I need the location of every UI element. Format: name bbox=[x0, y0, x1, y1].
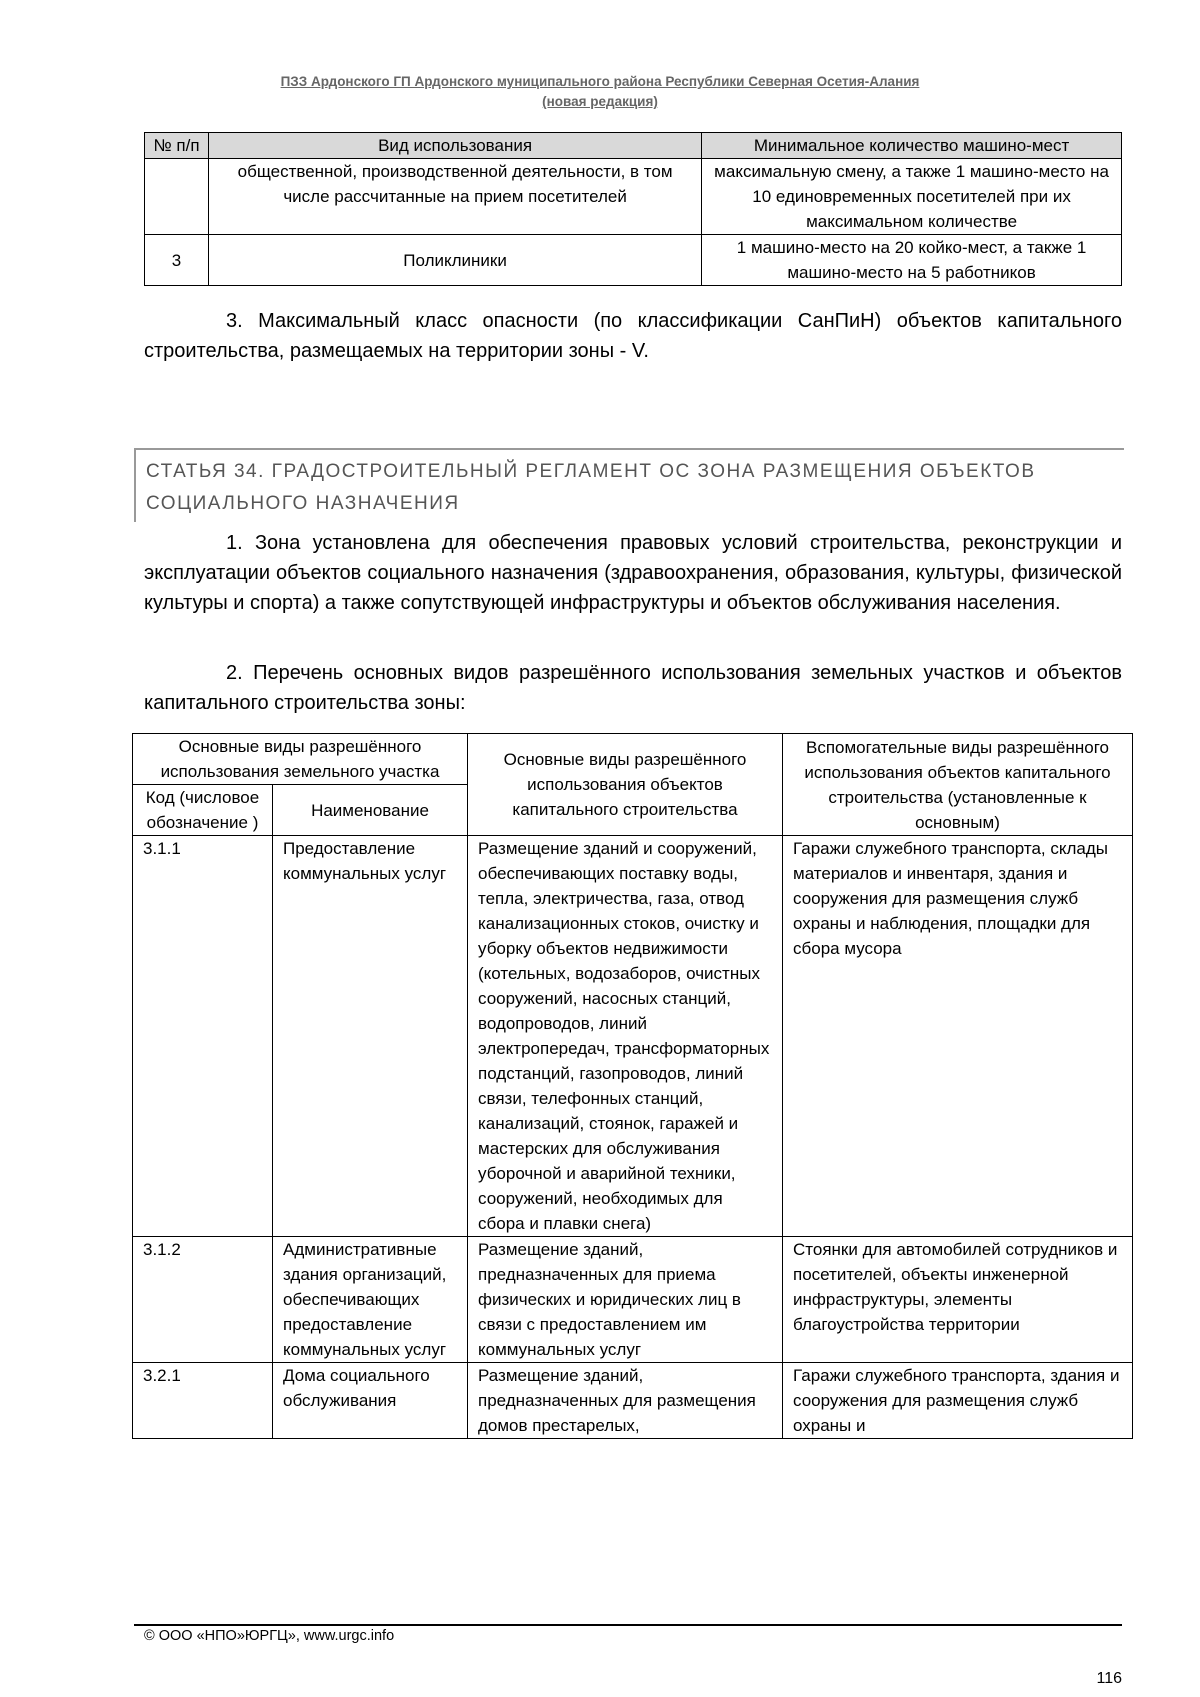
code-cell: 3.1.2 bbox=[133, 1237, 273, 1363]
main-use-cell: Размещение зданий, предназначенных для размещения домов престарелых, bbox=[468, 1363, 783, 1439]
column-header-code: Код (числовое обозначение ) bbox=[133, 785, 273, 836]
footer-divider bbox=[134, 1624, 1122, 1626]
auxiliary-use-cell: Гаражи служебного транспорта, склады материалов и инвентаря, здания и сооружения для размещения служб охраны и наблюдения, площадки для сбора мусора bbox=[783, 836, 1133, 1237]
column-header-number: № п/п bbox=[145, 133, 209, 159]
article-heading bbox=[134, 448, 1124, 522]
auxiliary-use-cell: Гаражи служебного транспорта, здания и сооружения для размещения служб охраны и bbox=[783, 1363, 1133, 1439]
column-header-parking: Минимальное количество машино-мест bbox=[702, 133, 1122, 159]
table-cell: общественной, производственной деятельности, в том числе рассчитанные на прием посетителей bbox=[209, 159, 702, 235]
table-cell: 3 bbox=[145, 235, 209, 286]
column-header-main-uses: Основные виды разрешённого использования объектов капитального строительства bbox=[468, 734, 783, 836]
table-cell bbox=[145, 159, 209, 235]
table-row bbox=[133, 1363, 1133, 1439]
table-header-row bbox=[145, 133, 1122, 159]
auxiliary-use-cell: Стоянки для автомобилей сотрудников и посетителей, объекты инженерной инфраструктуры, элементы благоустройства территории bbox=[783, 1237, 1133, 1363]
running-header: ПЗЗ Ардонского ГП Ардонского муниципального района Республики Северная Осетия-Алания bbox=[280, 74, 920, 89]
article-heading-line1: СТАТЬЯ 34. ГРАДОСТРОИТЕЛЬНЫЙ РЕГЛАМЕНТ ОС ЗОНА РАЗМЕЩЕНИЯ ОБЪЕКТОВ bbox=[146, 461, 1036, 482]
table-cell: Поликлиники bbox=[209, 235, 702, 286]
table-cell: 1 машино-место на 20 койко-мест, а также 1 машино-место на 5 работников bbox=[702, 235, 1122, 286]
paragraph-hazard-class: 3. Максимальный класс опасности (по классификации СанПиН) объектов капитального строительства, размещаемых на территории зоны - V. bbox=[144, 310, 1122, 362]
table-header-row bbox=[133, 734, 1133, 785]
table-row bbox=[133, 1237, 1133, 1363]
name-cell: Административные здания организаций, обеспечивающих предоставление коммунальных услуг bbox=[273, 1237, 468, 1363]
column-header-name: Наименование bbox=[273, 785, 468, 836]
column-header-group: Основные виды разрешённого использования земельного участка bbox=[133, 734, 468, 785]
table-row bbox=[145, 235, 1122, 286]
running-header-subtitle: (новая редакция) bbox=[542, 94, 658, 109]
land-use-table bbox=[132, 733, 1133, 1439]
paragraph-list-intro: 2. Перечень основных видов разрешённого использования земельных участков и объектов капитального строительства зоны: bbox=[144, 662, 1122, 714]
column-header-usage: Вид использования bbox=[209, 133, 702, 159]
table-cell: максимальную смену, а также 1 машино-место на 10 единовременных посетителей при их максимальном количестве bbox=[702, 159, 1122, 235]
main-use-cell: Размещение зданий и сооружений, обеспечивающих поставку воды, тепла, электричества, газа, отвод канализационных стоков, очистку и уборку объектов недвижимости (котельных, водозаборов, очистных сооружений, насосных станций, водопроводов, линий электропередач, трансформаторных подстанций, газопроводов, линий связи, телефонных станций, канализаций, стоянок, гаражей и мастерских для обслуживания уборочной и аварийной техники, сооружений, необходимых для сбора и плавки снега) bbox=[468, 836, 783, 1237]
page-number: 116 bbox=[1096, 1670, 1122, 1687]
code-cell: 3.2.1 bbox=[133, 1363, 273, 1439]
table-row bbox=[145, 159, 1122, 235]
main-use-cell: Размещение зданий, предназначенных для приема физических и юридических лиц в связи с предоставлением им коммунальных услуг bbox=[468, 1237, 783, 1363]
code-cell: 3.1.1 bbox=[133, 836, 273, 1237]
parking-table bbox=[144, 132, 1122, 286]
article-heading-line2: СОЦИАЛЬНОГО НАЗНАЧЕНИЯ bbox=[146, 493, 460, 514]
table-row bbox=[133, 836, 1133, 1237]
name-cell: Предоставление коммунальных услуг bbox=[273, 836, 468, 1237]
column-header-auxiliary-uses: Вспомогательные виды разрешённого использования объектов капитального строительства (установленные к основным) bbox=[783, 734, 1133, 836]
paragraph-zone-purpose: 1. Зона установлена для обеспечения правовых условий строительства, реконструкции и эксплуатации объектов социального назначения (здравоохранения, образования, культуры, физической культуры и спорта) а также сопутствующей инфраструктуры и объектов обслуживания населения. bbox=[144, 532, 1122, 614]
footer-copyright: © ООО «НПО»ЮРГЦ», www.urgc.info bbox=[144, 1628, 395, 1644]
name-cell: Дома социального обслуживания bbox=[273, 1363, 468, 1439]
